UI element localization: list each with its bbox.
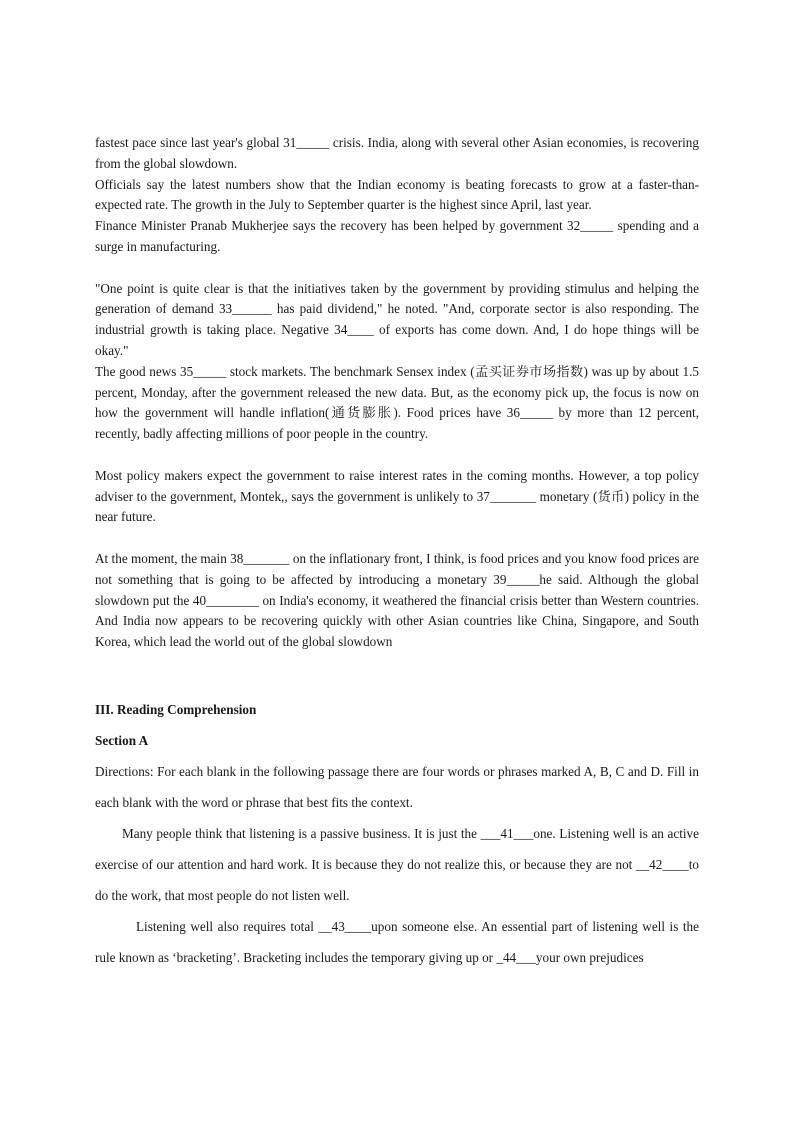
cloze-paragraph: The good news 35_____ stock markets. The benchmark Sensex index (孟买证券市场指数) was up by about 1.5 percent, Monday, after the government released the new data. But, as the economy pick up, the focus is now on how the government will handle inflation(通货膨胀). Food prices have 36_____ by more than 12 percent, recently, badly affecting millions of poor people in the country.: [95, 363, 699, 442]
reading-section: [95, 694, 699, 973]
section-a-heading: Section A: [95, 732, 149, 748]
directions-text: Directions: For each blank in the following passage there are four words or phrases marked A, B, C and D. Fill in each blank with the word or phrase that best fits the context.: [95, 763, 699, 810]
cloze-paragraph: "One point is quite clear is that the initiatives taken by the government by providing stimulus and helping the generation of demand 33______ has paid dividend," he noted. "And, corporate sector is also responding. The industrial growth is taking place. Negative 34____ of exports has come down. And, I do hope things will be okay.": [95, 280, 699, 358]
cloze-paragraph: At the moment, the main 38_______ on the inflationary front, I think, is food prices and you know food prices are not something that is going to be affected by introducing a monetary 39_____he said. Although the global slowdown put the 40________ on India's economy, it weathered the financial crisis better than Western countries. And India now appears to be recovering quickly with other Asian countries like China, Singapore, and South Korea, which lead the world out of the global slowdown: [95, 550, 699, 650]
paragraph-spacer: [95, 528, 699, 549]
cloze-paragraph: Finance Minister Pranab Mukherjee says the recovery has been helped by government 32_____ spending and a surge in manufacturing.: [95, 218, 699, 254]
cloze-passage: [95, 133, 699, 653]
document-page: [95, 133, 699, 973]
paragraph-spacer: [95, 445, 699, 466]
reading-paragraph: Many people think that listening is a passive business. It is just the ___41___one. Listening well is an active exercise of our attention and hard work. It is because they do not realize this, or because they are not __42____to do the work, that most people do not listen well.: [95, 825, 699, 903]
section-spacer: [95, 653, 699, 694]
reading-paragraph: Listening well also requires total __43____upon someone else. An essential part of listening well is the rule known as ‘bracketing’. Bracketing includes the temporary giving up or _44___your own prejudices: [95, 918, 699, 965]
paragraph-spacer: [95, 258, 699, 279]
reading-heading: III. Reading Comprehension: [95, 701, 257, 717]
cloze-paragraph: Officials say the latest numbers show that the Indian economy is beating forecasts to grow at a faster-than-expected rate. The growth in the July to September quarter is the highest since April, last year.: [95, 176, 699, 213]
cloze-paragraph: fastest pace since last year's global 31_____ crisis. India, along with several other Asian economies, is recovering from the global slowdown.: [95, 135, 699, 171]
cloze-paragraph: Most policy makers expect the government to raise interest rates in the coming months. However, a top policy adviser to the government, Montek,, says the government is unlikely to 37_______ monetary (货币) policy in the near future.: [95, 467, 699, 525]
